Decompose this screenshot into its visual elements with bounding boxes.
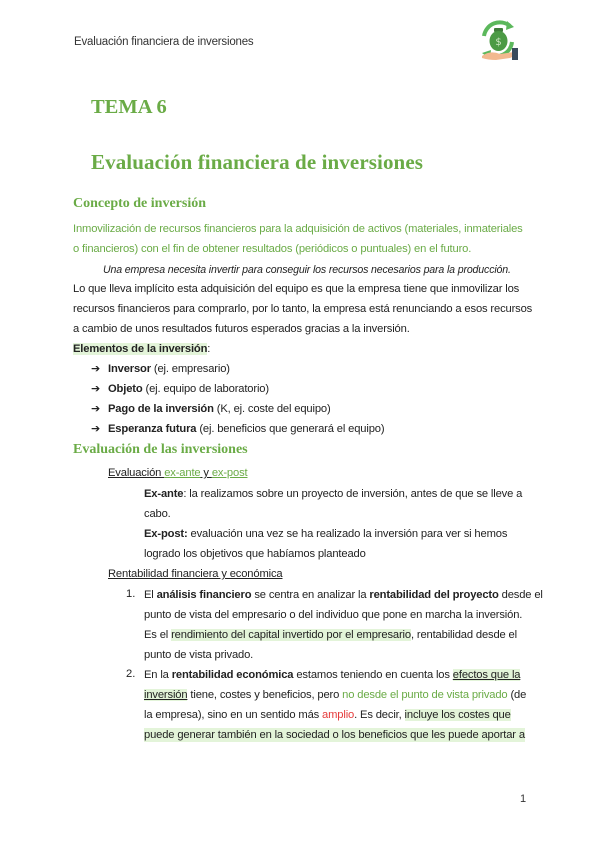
running-header: Evaluación financiera de inversiones [74, 36, 254, 48]
item1-line: El análisis financiero se centra en analizar la rentabilidad del proyecto desde el [144, 589, 543, 601]
list-item: Inversor (ej. empresario) [108, 363, 230, 375]
chapter-title: Evaluación financiera de inversiones [91, 150, 424, 174]
item1-line: Es el rendimiento del capital invertido por el empresario, rentabilidad desde el [144, 629, 517, 641]
money-bag-recycle-icon [474, 16, 522, 64]
paragraph-line: recursos financieros para comprarlo, por lo tanto, la empresa está renunciando a esos recursos [73, 303, 533, 315]
svg-text:$: $ [495, 37, 502, 48]
exante-line: Ex-ante: la realizamos sobre un proyecto de inversión, antes de que se lleve a [144, 488, 523, 500]
paragraph-line: a cambio de unos resultados futuros esperados gracias a la inversión. [73, 323, 410, 335]
section-heading-concepto: Concepto de inversión [73, 196, 206, 211]
subheading-evaluacion: Evaluación ex-ante y ex-post [108, 467, 248, 479]
arrow-bullet-icon: ➔ [91, 423, 101, 435]
arrow-bullet-icon: ➔ [91, 363, 101, 375]
item2-line: En la rentabilidad económica estamos teniendo en cuenta los efectos que la [144, 669, 521, 681]
expost-line: logrado los objetivos que habíamos planteado [144, 548, 366, 560]
paragraph-line: Lo que lleva implícito esta adquisición del equipo es que la empresa tiene que inmovilizar los [73, 283, 520, 295]
list-item: Pago de la inversión (K, ej. coste del equipo) [108, 403, 331, 415]
item2-line: la empresa), sino en un sentido más amplio. Es decir, incluye los costes que [144, 709, 511, 721]
definition-line: o financieros) con el fin de obtener resultados (periódicos o puntuales) en el futuro. [73, 243, 472, 255]
subheading-rentabilidad: Rentabilidad financiera y económica [108, 568, 283, 580]
item2-line: puede generar también en la sociedad o los beneficios que les puede aportar a [144, 729, 525, 741]
section-heading-evaluacion: Evaluación de las inversiones [73, 442, 248, 457]
list-item: Esperanza futura (ej. beneficios que generará el equipo) [108, 423, 385, 435]
list-item: Objeto (ej. equipo de laboratorio) [108, 383, 269, 395]
item2-line: inversión tiene, costes y beneficios, pero no desde el punto de vista privado (de [144, 689, 527, 701]
arrow-bullet-icon: ➔ [91, 403, 101, 415]
expost-line: Ex-post: evaluación una vez se ha realizado la inversión para ver si hemos [144, 528, 508, 540]
exante-line: cabo. [144, 508, 171, 520]
item1-line: punto de vista privado. [144, 649, 254, 661]
item1-line: punto de vista del empresario o del individuo que pone en marcha la inversión. [144, 609, 523, 621]
definition-line: Inmovilización de recursos financieros para la adquisición de activos (materiales, inmateriales [73, 223, 523, 235]
elementos-heading: Elementos de la inversión: [73, 343, 211, 355]
italic-note: Una empresa necesita invertir para conseguir los recursos necesarios para la producción. [103, 264, 511, 276]
list-number: 2. [126, 668, 136, 680]
list-number: 1. [126, 588, 136, 600]
arrow-bullet-icon: ➔ [91, 383, 101, 395]
tema-label: TEMA 6 [91, 96, 167, 118]
page-number: 1 [520, 793, 527, 805]
